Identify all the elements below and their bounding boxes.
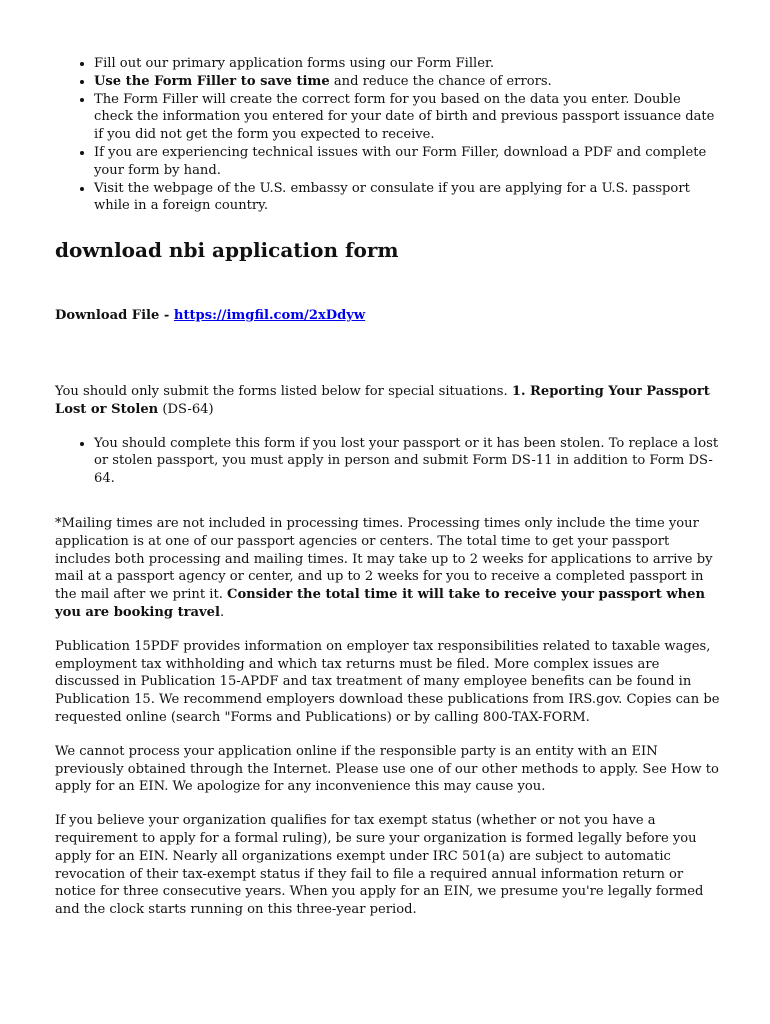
page-heading: download nbi application form [55,238,399,263]
download-label: Download File - [55,308,174,324]
second-bullet-list [55,435,720,488]
list-item: • You should complete this form if you lost your passport or it has been stolen. To replace a lost or stolen passport, you must apply in person and submit Form DS-11 in addition to Form DS-64. [94,435,720,488]
list-item: • Fill out our primary application forms using our Form Filler. [94,55,720,73]
mailing-paragraph: *Mailing times are not included in processing times. Processing times only include the time your application is at one of our passport agencies or centers. The total time to get your passport includes both processing and mailing times. It may take up to 2 weeks for applications to arrive by mail at a passport agency or center, and up to 2 weeks for you to receive a completed passport in the mail after we print it. Consider the total time it will take to receive your passport when you are booking travel. [55,515,713,620]
document-page [55,55,720,919]
paragraph-publication: Publication 15PDF provides information on employer tax responsibilities related to taxable wages, employment tax withholding and which tax returns must be filed. More complex issues are discussed in Publication 15-APDF and tax treatment of many employee benefits can be found in Publication 15. We recommend employers download these publications from IRS.gov. Copies can be requested online (search "Forms and Publications) or by calling 800-TAX-FORM. [55,638,720,725]
download-link[interactable]: https://imgfil.com/2xDdyw [173,308,366,324]
bold-phrase: Use the Form Filler to save time [94,73,330,89]
section-title: 1. Reporting Your Passport Lost or Stolen [55,383,710,417]
list-item: • If you are experiencing technical issues with our Form Filler, download a PDF and complete your form by hand. [94,144,720,180]
bold-phrase: Consider the total time it will take to receive your passport when you are booking travel [55,587,705,620]
paragraph-tax-exempt: If you believe your organization qualifies for tax exempt status (whether or not you have a requirement to apply for a formal ruling), be sure your organization is formed legally before you apply for an EIN. Nearly all organizations exempt under IRC 501(a) are subject to automatic revocation of their tax-exempt status if they fail to file a required annual information return or notice for three consecutive years. When you apply for an EIN, we presume you're legally formed and the clock starts running on this three-year period. [55,813,704,918]
list-item: • Visit the webpage of the U.S. embassy or consulate if you are applying for a U.S. passport while in a foreign country. [94,180,720,216]
intro-paragraph: You should only submit the forms listed below for special situations. 1. Reporting Your Passport Lost or Stolen (DS-64) [55,383,710,417]
top-bullet-list [55,55,720,215]
list-item: • The Form Filler will create the correct form for you based on the data you enter. Double check the information you entered for your date of birth and previous passport issuance date if you did not get the form you expected to receive. [94,91,720,144]
download-line [55,307,720,325]
list-item: • Use the Form Filler to save time and reduce the chance of errors. [94,73,720,91]
paragraph-ein-online: We cannot process your application online if the responsible party is an entity with an EIN previously obtained through the Internet. Please use one of our other methods to apply. See How to apply for an EIN. We apologize for any inconvenience this may cause you. [55,743,719,795]
